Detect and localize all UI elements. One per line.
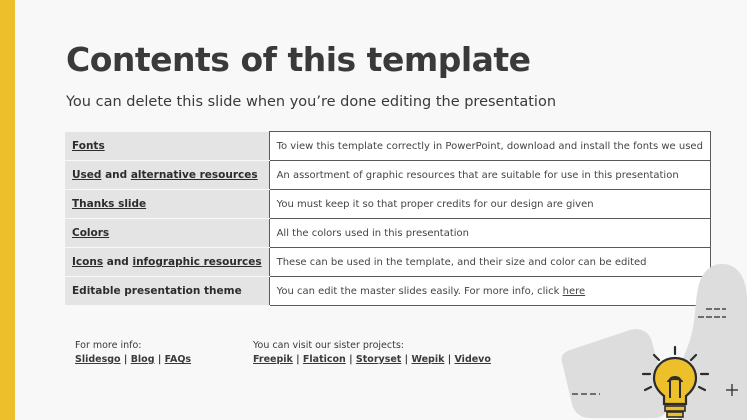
footer-more-info xyxy=(75,340,191,365)
label-text: Editable presentation theme xyxy=(72,285,242,297)
page-subtitle: You can delete this slide when you’re done editing the presentation xyxy=(66,94,557,110)
desc-text: An assortment of graphic resources that are suitable for use in this presentation xyxy=(276,169,679,181)
footer-link-faqs[interactable]: FAQs xyxy=(164,354,192,365)
desc-text: All the colors used in this presentation xyxy=(276,227,470,239)
link-separator: | xyxy=(345,354,356,365)
link[interactable]: infographic resources xyxy=(132,256,262,268)
link[interactable]: here xyxy=(562,285,586,297)
footer-sister-projects-links xyxy=(253,354,491,365)
table-row xyxy=(65,161,710,190)
link-separator: | xyxy=(444,354,455,365)
row-label xyxy=(65,277,269,306)
link[interactable]: Used xyxy=(72,169,102,181)
accent-bar xyxy=(0,0,15,420)
label-text: and xyxy=(101,169,131,181)
link[interactable]: Fonts xyxy=(72,139,105,152)
label-text: and xyxy=(103,256,133,268)
link[interactable]: Thanks slide xyxy=(72,198,147,210)
link-separator: | xyxy=(292,354,303,365)
footer-sister-projects xyxy=(253,340,491,365)
table-row xyxy=(65,219,710,248)
row-label xyxy=(65,190,269,219)
desc-text: To view this template correctly in PowerPoint, download and install the fonts we used xyxy=(276,140,703,152)
link-separator: | xyxy=(154,354,165,365)
footer-link-slidesgo[interactable]: Slidesgo xyxy=(75,354,121,365)
lightbulb-icon xyxy=(632,340,722,420)
dash-line-icon xyxy=(572,390,602,398)
sparkle-icon xyxy=(725,383,739,397)
page-title: Contents of this template xyxy=(66,40,531,79)
link[interactable]: Icons xyxy=(72,256,104,268)
footer-link-blog[interactable]: Blog xyxy=(130,354,155,365)
row-label xyxy=(65,132,269,161)
table-row xyxy=(65,132,710,161)
footer-link-storyset[interactable]: Storyset xyxy=(355,354,402,365)
link-separator: | xyxy=(401,354,412,365)
footer-more-info-links xyxy=(75,354,191,365)
footer-link-wepik[interactable]: Wepik xyxy=(411,354,445,365)
row-description xyxy=(269,219,710,248)
desc-text: These can be used in the template, and their size and color can be edited xyxy=(276,256,647,268)
row-description xyxy=(269,132,710,161)
row-label xyxy=(65,248,269,277)
footer-link-freepik[interactable]: Freepik xyxy=(253,354,293,365)
footer-link-flaticon[interactable]: Flaticon xyxy=(302,354,346,365)
footer-more-info-heading: For more info: xyxy=(75,340,142,351)
desc-text: You must keep it so that proper credits for our design are given xyxy=(276,198,594,210)
row-description xyxy=(269,161,710,190)
desc-text: You can edit the master slides easily. For more info, click xyxy=(276,285,563,297)
table-row xyxy=(65,190,710,219)
link[interactable]: Colors xyxy=(72,227,110,239)
dash-lines-icon xyxy=(696,306,728,320)
footer-link-videvo[interactable]: Videvo xyxy=(454,354,491,365)
link-separator: | xyxy=(120,354,131,365)
row-description xyxy=(269,190,710,219)
link[interactable]: alternative resources xyxy=(130,169,258,181)
row-label xyxy=(65,161,269,190)
footer-sister-projects-heading: You can visit our sister projects: xyxy=(253,340,404,351)
row-label xyxy=(65,219,269,248)
